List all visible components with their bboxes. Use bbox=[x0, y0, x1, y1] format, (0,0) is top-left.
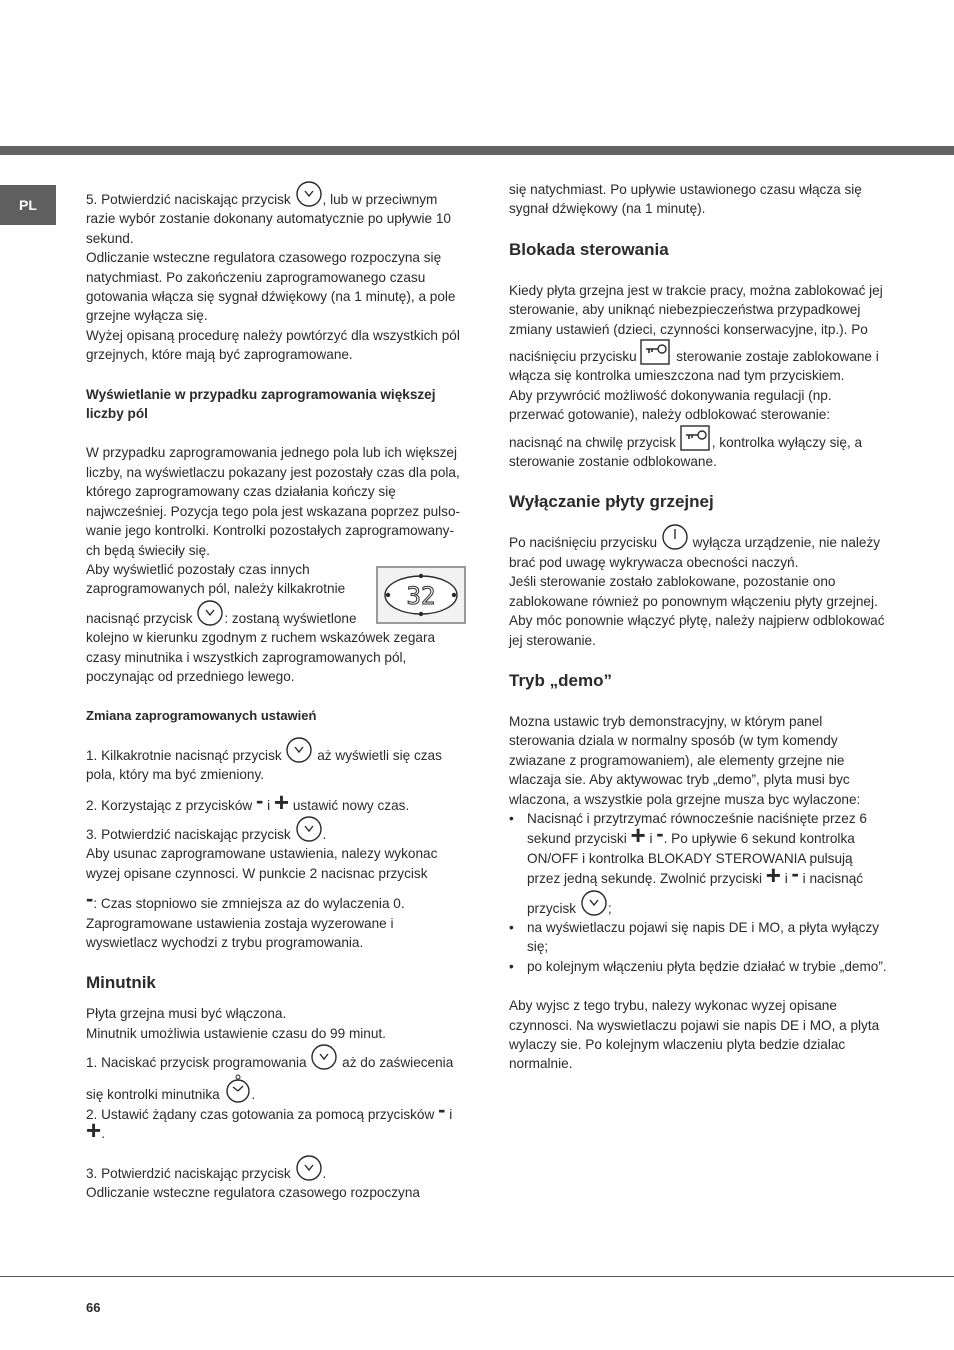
minus-icon: - bbox=[438, 1097, 446, 1123]
countdown-paragraph: Odliczanie wsteczne regulatora czasowego rozpoczyna się natychmiast. Po zakończeniu zaprogramowanego czasu gotowania włącza się sygnał dźwiękowy (na 1 minutę), a pole grzejne wyłącza się. bbox=[86, 250, 456, 324]
reset-detail-paragraph: -: Czas stopniowo sie zmniejsza az do wylaczenia 0. Zaprogramowane ustawienia zostaja wyzerowane i wyswietlacz wychodzi z trybu programowania. bbox=[86, 886, 405, 950]
list-item: • po kolejnym włączeniu płyta będzie działać w trybie „demo”. bbox=[509, 957, 887, 976]
key-lock-icon bbox=[680, 425, 712, 451]
left-column bbox=[86, 180, 466, 1203]
minus-icon: - bbox=[255, 787, 264, 813]
multi-zone-subheading: Wyświetlanie w przypadku zaprogramowania większej liczby pól bbox=[86, 386, 436, 422]
plus-icon: + bbox=[630, 820, 646, 851]
timer-button-icon bbox=[295, 180, 323, 208]
minutnik-step-3: 3. Potwierdzić naciskając przycisk . bbox=[86, 1154, 466, 1183]
change-step-2: 2. Korzystając z przycisków - i + ustawić nowy czas. bbox=[86, 786, 410, 817]
timer-button-icon bbox=[295, 815, 323, 843]
demo-paragraph-1: Mozna ustawic tryb demonstracyjny, w którym panel sterowania dziala w normalny sposób (w tym komendy zwiazane z programowaniem), ale elementy grzejne nie wlaczaja sie. Aby aktywowac tryb „demo”, plyta musi byc wlaczona, a wszystkie pola grzejne musza byc wylaczone: bbox=[509, 713, 861, 807]
plus-icon: + bbox=[765, 860, 781, 891]
minutnik-paragraph-2: Minutnik umożliwia ustawienie czasu do 99 minut. bbox=[86, 1025, 386, 1041]
minus-icon: - bbox=[656, 821, 664, 847]
wylaczanie-heading: Wyłączanie płyty grzejnej bbox=[509, 492, 714, 512]
plus-icon: + bbox=[273, 786, 290, 817]
header-rule bbox=[0, 146, 954, 155]
minutnik-heading: Minutnik bbox=[86, 973, 156, 993]
minutnik-countdown: Odliczanie wsteczne regulatora czasowego rozpoczyna bbox=[86, 1185, 420, 1201]
minus-icon: - bbox=[791, 861, 799, 887]
display-digits: 32 bbox=[406, 581, 436, 610]
wylaczanie-paragraph-2: Jeśli sterowanie zostało zablokowane, pozostanie ono zablokowane również po ponownym włączeniu płyty grzejnej. Aby móc ponownie włączyć płytę, należy najpierw odblokować jej sterowanie. bbox=[509, 574, 885, 648]
minus-icon: - bbox=[86, 886, 94, 912]
multi-zone-paragraph: W przypadku zaprogramowania jednego pola lub ich większej liczby, na wyświetlaczu pokazany jest pozostały czas dla pola, którego zaprogramowany czas działania kończy się najwcześniej. Pozycja tego pola jest wskazana poprzez pulso-wanie jego kontrolki. Kontrolki pozostałych zaprogramowany-ch będą świeciły się. bbox=[86, 445, 461, 558]
timer-button-icon bbox=[580, 889, 608, 917]
minutnik-step-1: 1. Naciskać przycisk programowania aż do zaświecenia się kontrolki minutnika . bbox=[86, 1043, 466, 1104]
list-item: • na wyświetlaczu pojawi się napis DE i MO, a płyta wyłączy się; bbox=[509, 918, 887, 957]
minutnik-paragraph-1: Płyta grzejna musi być włączona. bbox=[86, 1006, 287, 1022]
timer-button-icon bbox=[310, 1043, 338, 1071]
demo-exit-paragraph: Aby wyjsc z tego trybu, nalezy wykonac wyzej opisane czynnosci. Na wyswietlaczu pojawi sie napis DE i MO, a plyta wylaczy sie. Po kolejnym wlaczeniu plyta bedzie dzialac normalnie. bbox=[509, 998, 880, 1072]
countdown-continuation: się natychmiast. Po upływie ustawionego czasu włącza się sygnał dźwiękowy (na 1 minutę). bbox=[509, 182, 862, 217]
blokada-paragraph-2: Aby przywrócić możliwość dokonywania regulacji (np. przerwać gotowanie), należy odblokować sterowanie: nacisnąć na chwilę przycisk , kontrolka wyłączy się, a sterowanie zostanie odblokowane. bbox=[509, 387, 863, 470]
blokada-heading: Blokada sterowania bbox=[509, 239, 669, 259]
wylaczanie-paragraph-1: Po naciśnięciu przycisku wyłącza urządzenie, nie należy brać pod uwagę wykrywacza obecności naczyń. bbox=[509, 523, 887, 572]
language-tab: PL bbox=[0, 185, 56, 225]
step-5-paragraph: 5. Potwierdzić naciskając przycisk , lub w przeciwnym razie wybór zostanie dokonany automatycznie po upływie 10 sekund. bbox=[86, 180, 466, 248]
power-icon bbox=[661, 523, 689, 551]
minutnik-step-2: 2. Ustawić żądany czas gotowania za pomocą przycisków - i +. bbox=[86, 1097, 453, 1146]
list-item: • Nacisnąć i przytrzymać równocześnie naciśnięte przez 6 sekund przyciski + i -. Po upływie 6 sekund kontrolka ON/OFF i kontrolka BLOKADY STEROWANIA pulsują przez jedną sekundę. Zwolnić przyciski + i - i nacisnąć przycisk ; bbox=[509, 809, 887, 918]
footer-rule bbox=[0, 1276, 954, 1277]
demo-heading: Tryb „demo” bbox=[509, 670, 612, 690]
timer-button-icon bbox=[295, 1154, 323, 1182]
reset-paragraph: Aby usunac zaprogramowane ustawienia, nalezy wykonac wyzej opisane czynnosci. W punkcie 2 nacisnac przycisk bbox=[86, 846, 438, 881]
change-step-3: 3. Potwierdzić naciskając przycisk . bbox=[86, 815, 466, 844]
cycle-zones-paragraph: Aby wyświetlić pozostały czas innych zaprogramowanych pól, należy kilkakrotnie nacisnąć przycisk : zostaną wyświetlone kolejno w kierunku zgodnym z ruchem wskazówek zegara czasy minutnika i wszystkich zaprogramowanych pól, poczynając od przedniego lewego. bbox=[86, 561, 436, 684]
right-column bbox=[509, 180, 887, 1074]
demo-steps-list bbox=[509, 809, 887, 976]
key-lock-icon bbox=[640, 339, 672, 365]
change-settings-subheading: Zmiana zaprogramowanych ustawień bbox=[86, 708, 317, 724]
blokada-paragraph-1: Kiedy płyta grzejna jest w trakcie pracy, można zablokować jej sterowanie, aby uniknąć niebezpieczeństwa przypadkowej zmiany ustawień (dzieci, czynności konserwacyjne, itp.). Po naciśnięciu przycisku sterowanie zostaje zablokowane i włącza się kontrolka umieszczona nad tym przyciskiem. bbox=[509, 282, 883, 384]
page-number: 66 bbox=[86, 1300, 101, 1315]
timer-button-icon bbox=[285, 736, 313, 764]
display-illustration bbox=[376, 566, 466, 624]
minute-minder-icon bbox=[224, 1073, 252, 1103]
plus-icon: + bbox=[86, 1115, 102, 1146]
change-step-1: 1. Kilkakrotnie nacisnąć przycisk aż wyświetli się czas pola, który ma być zmieniony. bbox=[86, 736, 466, 785]
repeat-paragraph: Wyżej opisaną procedurę należy powtórzyć dla wszystkich pól grzejnych, które mają być zaprogramowane. bbox=[86, 327, 460, 363]
timer-button-icon bbox=[196, 599, 224, 627]
